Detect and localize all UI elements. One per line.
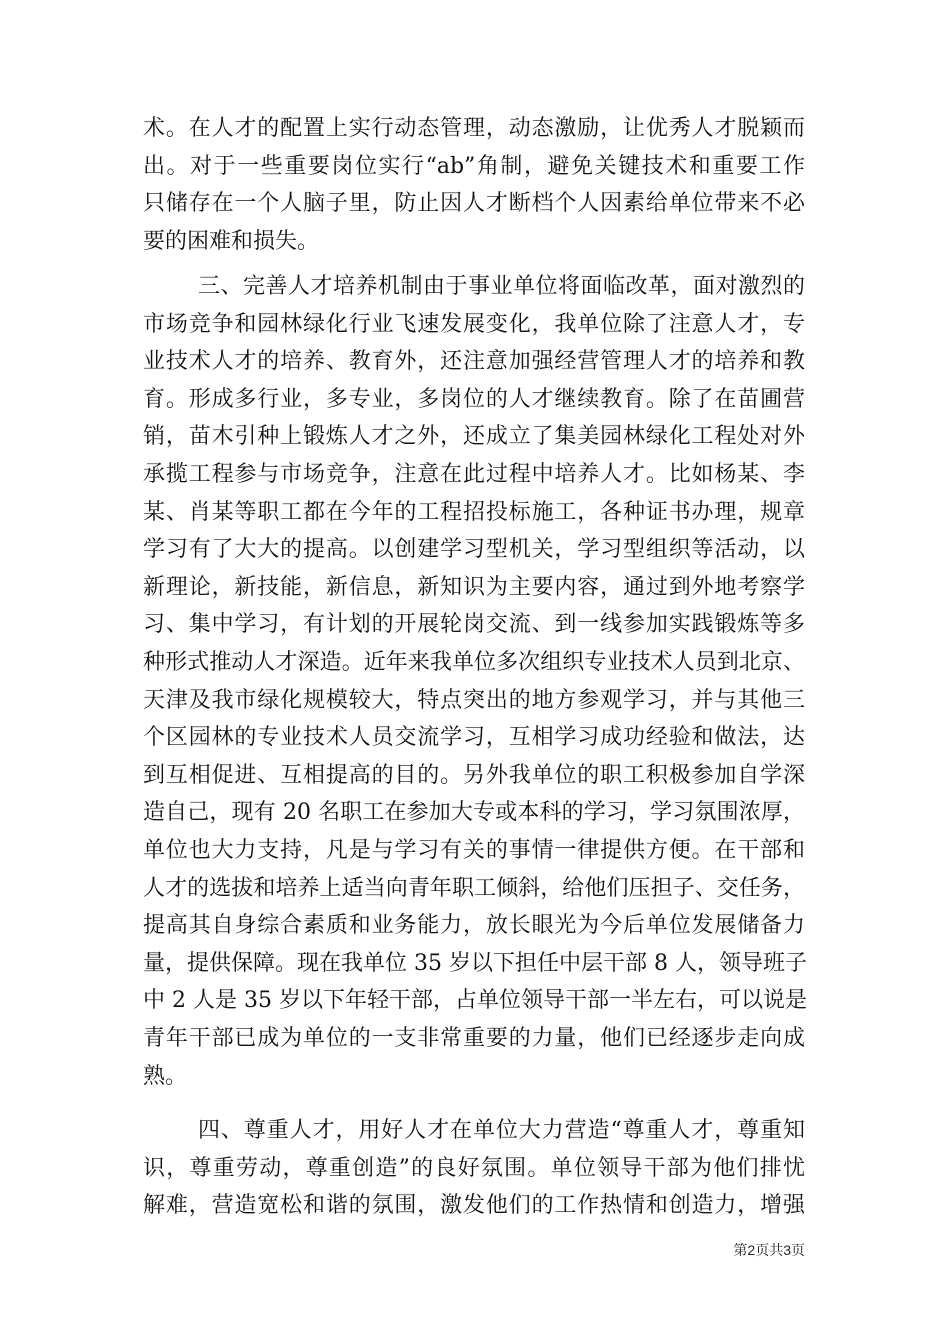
paragraph-3-line: 解难，营造宽松和谐的氛围，激发他们的工作热情和创造力，增强 [143,1193,805,1219]
page-number-footer: 第2页共3页 [733,1242,805,1258]
paragraph-1-line: 要的困难和损失。 [143,228,320,254]
paragraph-2-line: 育。形成多行业，多专业，多岗位的人才继续教育。除了在苗圃营 [143,386,805,412]
paragraph-2-line: 天津及我市绿化规模较大，特点突出的地方参观学习，并与其他三 [143,687,805,713]
paragraph-2-line: 习、集中学习，有计划的开展轮岗交流、到一线参加实践锻炼等多 [143,612,805,638]
paragraph-2-line: 业技术人才的培养、教育外，还注意加强经营管理人才的培养和教 [143,349,805,375]
paragraph-2-line: 人才的选拔和培养上适当向青年职工倾斜，给他们压担子、交任务， [143,875,805,901]
paragraph-2-line: 销，苗木引种上锻炼人才之外，还成立了集美园林绿化工程处对外 [143,424,805,450]
paragraph-3-line: 识，尊重劳动，尊重创造”的良好氛围。单位领导干部为他们排忧 [143,1155,805,1181]
paragraph-2-line: 学习有了大大的提高。以创建学习型机关，学习型组织等活动，以 [143,537,805,563]
paragraph-1-line: 出。对于一些重要岗位实行“ab”角制，避免关键技术和重要工作 [143,153,805,179]
paragraph-2-line: 量，提供保障。现在我单位 35 岁以下担任中层干部 8 人，领导班子 [143,950,807,976]
paragraph-2-line: 个区园林的专业技术人员交流学习，互相学习成功经验和做法，达 [143,725,805,751]
paragraph-2-line: 提高其自身综合素质和业务能力，放长眼光为今后单位发展储备力 [143,913,805,939]
paragraph-2-line: 青年干部已成为单位的一支非常重要的力量，他们已经逐步走向成 [143,1026,805,1051]
paragraph-1-line: 只储存在一个人脑子里，防止因人才断档个人因素给单位带来不必 [143,191,805,217]
paragraph-2-line: 到互相促进、互相提高的目的。另外我单位的职工积极参加自学深 [143,762,805,788]
paragraph-2-line: 造自己，现有 20 名职工在参加大专或本科的学习，学习氛围浓厚， [143,800,805,826]
paragraph-2-line: 中 2 人是 35 岁以下年轻干部，占单位领导干部一半左右，可以说是 [143,988,807,1014]
paragraph-1-line: 术。在人才的配置上实行动态管理，动态激励，让优秀人才脱颖而 [143,116,805,141]
paragraph-2-line: 单位也大力支持，凡是与学习有关的事情一律提供方便。在干部和 [143,838,805,863]
paragraph-2-line: 某、肖某等职工都在今年的工程招投标施工，各种证书办理，规章 [143,499,805,525]
paragraph-3-line: 四、尊重人才，用好人才在单位大力营造“尊重人才，尊重知 [198,1118,805,1143]
paragraph-2-line: 承揽工程参与市场竞争，注意在此过程中培养人才。比如杨某、李 [143,462,805,487]
paragraph-2-line: 市场竞争和园林绿化行业飞速发展变化，我单位除了注意人才，专 [143,311,805,337]
paragraph-2-line: 三、完善人才培养机制由于事业单位将面临改革，面对激烈的 [198,274,805,299]
paragraph-2-line: 新理论，新技能，新信息，新知识为主要内容，通过到外地考察学 [143,574,805,600]
paragraph-2-line: 熟。 [143,1063,188,1089]
paragraph-2-line: 种形式推动人才深造。近年来我单位多次组织专业技术人员到北京、 [143,650,805,675]
